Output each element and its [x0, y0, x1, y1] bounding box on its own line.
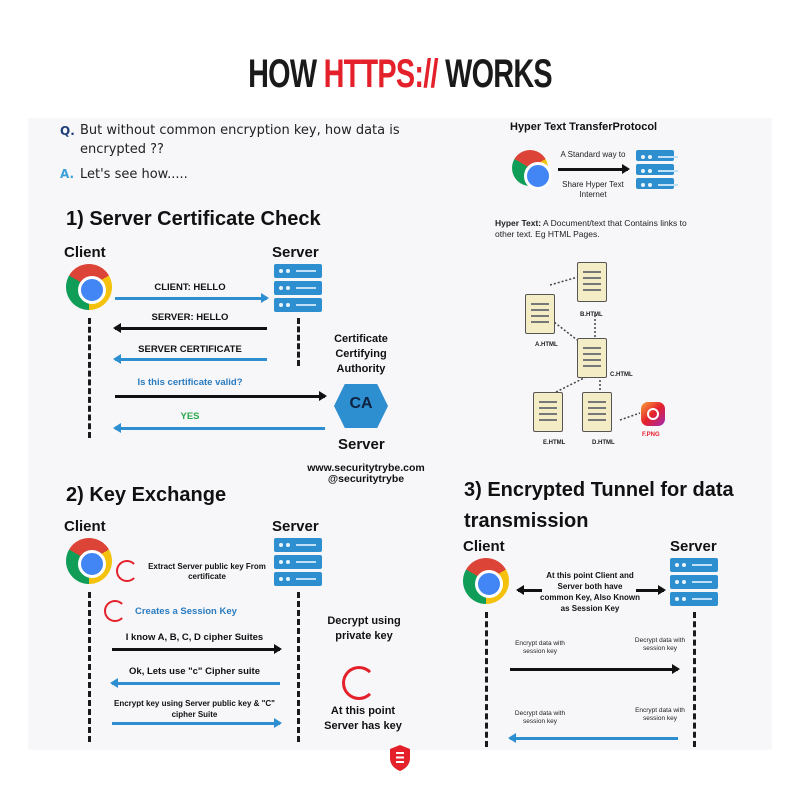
arrow-right [112, 722, 280, 725]
msg-use-cipher: Ok, Lets use "c" Cipher suite [129, 666, 260, 677]
refresh-icon [104, 600, 126, 622]
arrow-left [115, 327, 267, 330]
doc-icon [577, 338, 607, 378]
doc-label: E.HTML [543, 440, 566, 446]
section3-title: 3) Encrypted Tunnel for data transmission [464, 479, 734, 532]
arrow-left [510, 737, 678, 740]
client-lifeline [485, 612, 488, 747]
doc-icon [525, 294, 555, 334]
arrow-right [636, 589, 664, 592]
msg-encrypt-key: Encrypt key using Server public key & "C" cipher Suite [114, 699, 275, 719]
http-desc-top: A Standard way to [560, 150, 626, 159]
decrypt-text: Decrypt using private key [327, 615, 401, 642]
msg-server-cert: SERVER CERTIFICATE [138, 344, 242, 355]
arrow-left [518, 589, 542, 592]
doc-label: A.HTML [535, 342, 558, 348]
server-lifeline [297, 592, 300, 742]
client-lifeline [88, 318, 91, 438]
doc-icon [577, 262, 607, 302]
doc-label: F.PNG [642, 432, 660, 438]
client-label: Client [64, 244, 106, 261]
server-icon [274, 264, 322, 315]
arrow-right [115, 297, 267, 300]
server-label: Server [670, 538, 717, 555]
ca-server-label: Server [338, 436, 385, 453]
refresh-icon [342, 666, 376, 700]
shield-logo-icon [388, 744, 412, 772]
client-label: Client [463, 538, 505, 555]
server-lifeline [297, 318, 300, 366]
a-letter: A. [60, 167, 75, 181]
client-label: Client [64, 518, 106, 535]
doc-label: C.HTML [610, 372, 633, 378]
doc-label: B.HTML [580, 312, 603, 318]
msg-cert-valid: Is this certificate valid? [137, 377, 243, 388]
watermark-handle: @securitytrybe [327, 473, 405, 485]
doc-label: D.HTML [592, 440, 615, 446]
msg-yes: YES [180, 411, 200, 422]
intro-answer: Let's see how..... [80, 167, 188, 182]
http-desc-bottom: Share Hyper Text Internet [562, 180, 624, 199]
msg-cipher-suites: I know A, B, C, D cipher Suites [125, 632, 264, 643]
watermark-site: www.securitytrybe.com [307, 462, 425, 474]
doc-icon [582, 392, 612, 432]
doc-icon [533, 392, 563, 432]
decrypt-label: Decrypt data with session key [634, 637, 686, 652]
browser-icon [463, 558, 509, 604]
q-letter: Q. [60, 124, 75, 138]
server-lifeline [693, 612, 696, 747]
server-icon [274, 538, 322, 589]
server-has-key-text: At this point Server has key [324, 705, 402, 732]
extract-key-text: Extract Server public key From certificate [148, 562, 266, 581]
server-icon [636, 150, 674, 192]
server-label: Server [272, 518, 319, 535]
arrow-left [115, 427, 325, 430]
section1-title: 1) Server Certificate Check [66, 208, 321, 230]
hypertext-definition: Hyper Text: A Document/text that Contains links to other text. Eg HTML Pages. [495, 218, 687, 239]
refresh-icon [116, 560, 138, 582]
intro-question: But without common encryption key, how data is encrypted ?? [80, 123, 400, 157]
browser-icon [66, 538, 112, 584]
server-label: Server [272, 244, 319, 261]
arrow-left [112, 682, 280, 685]
arrow-right [510, 668, 678, 671]
ca-label: Certificate Certifying Authority [334, 333, 388, 375]
section2-title: 2) Key Exchange [66, 484, 227, 506]
decrypt-label: Decrypt data with session key [514, 710, 566, 725]
http-title: Hyper Text TransferProtocol [510, 121, 658, 133]
msg-client-hello: CLIENT: HELLO [154, 282, 226, 293]
session-key-text: Creates a Session Key [135, 606, 237, 617]
instagram-icon [641, 402, 665, 426]
arrow-right [115, 395, 325, 398]
browser-icon [66, 264, 112, 310]
watermark [296, 463, 436, 485]
arrow-right [112, 648, 280, 651]
page-title: HOW HTTPS:// WORKS [248, 52, 552, 96]
ca-text: CA [349, 395, 373, 412]
server-icon [670, 558, 718, 609]
arrow-left [115, 358, 267, 361]
common-key-text: At this point Client and Server both have common Key, Also Known as Session Key [540, 571, 641, 613]
http-arrow [558, 168, 628, 171]
browser-icon [512, 150, 548, 186]
msg-server-hello: SERVER: HELLO [151, 312, 229, 323]
client-lifeline [88, 592, 91, 742]
encrypt-label: Encrypt data with session key [635, 707, 685, 722]
encrypt-label: Encrypt data with session key [515, 640, 565, 655]
